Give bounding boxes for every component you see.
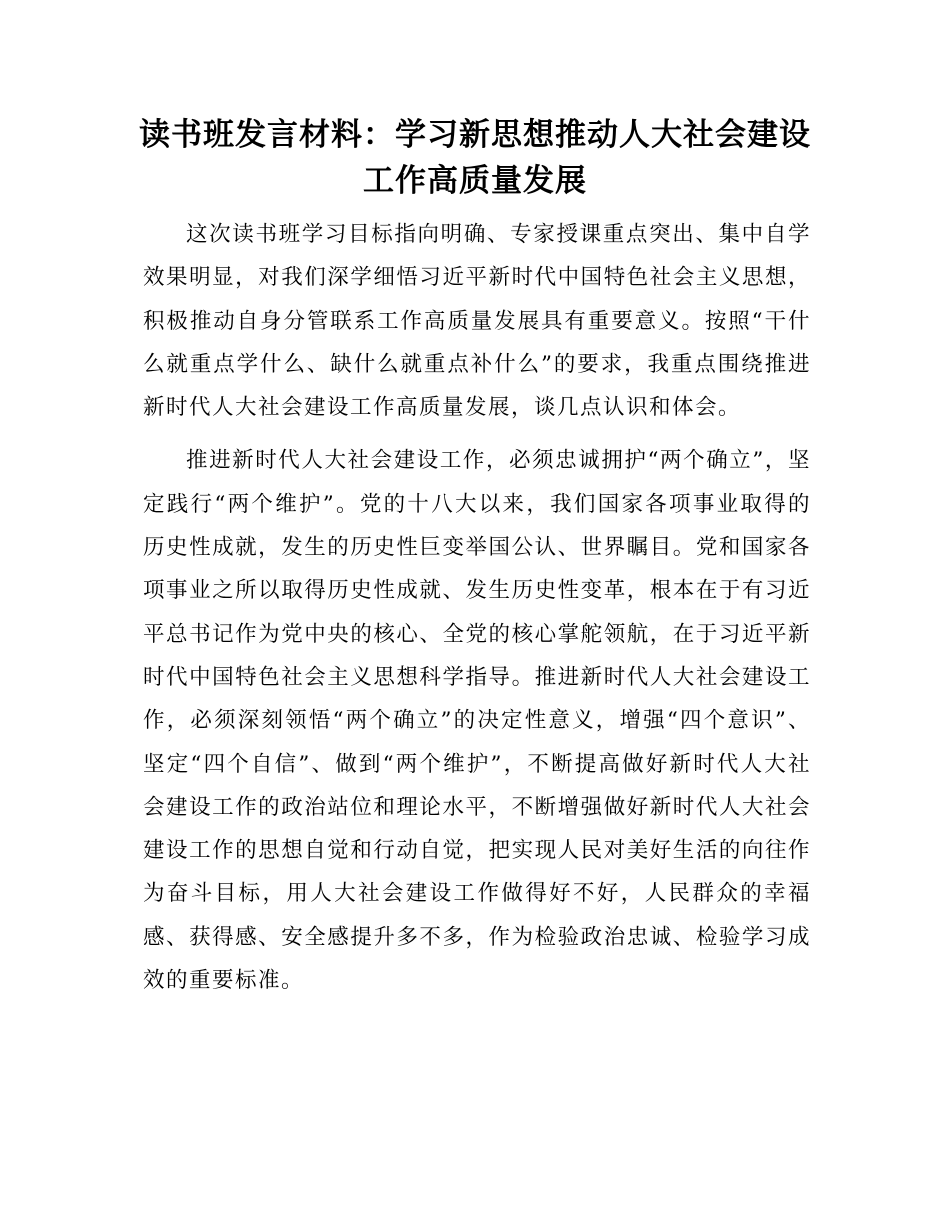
paragraph-two-establishments: 推进新时代人大社会建设工作，必须忠诚拥护“两个确立”，坚定践行“两个维护”。党的十八大以来，我们国家各项事业取得的历史性成就，发生的历史性巨变举国公认、世界瞩目。党和国家各项事业之所以取得历史性成就、发生历史性变革，根本在于有习近平总书记作为党中央的核心、全党的核心掌舵领航，在于习近平新时代中国特色社会主义思想科学指导。推进新时代人大社会建设工作，必须深刻领悟“两个确立”的决定性意义，增强“四个意识”、坚定“四个自信”、做到“两个维护”，不断提高做好新时代人大社会建设工作的政治站位和理论水平，不断增强做好新时代人大社会建设工作的思想自觉和行动自觉，把实现人民对美好生活的向往作为奋斗目标，用人大社会建设工作做得好不好，人民群众的幸福感、获得感、安全感提升多不多，作为检验政治忠诚、检验学习成效的重要标准。 [143,448,811,994]
document-body [143,213,811,1002]
paragraph-intro: 这次读书班学习目标指向明确、专家授课重点突出、集中自学效果明显，对我们深学细悟习近平新时代中国特色社会主义思想，积极推动自身分管联系工作高质量发展具有重要意义。按照“干什么就重点学什么、缺什么就重点补什么”的要求，我重点围绕推进新时代人大社会建设工作高质量发展，谈几点认识和体会。 [143,222,811,421]
document-title: 读书班发言材料：学习新思想推动人大社会建设工作高质量发展 [139,117,811,199]
